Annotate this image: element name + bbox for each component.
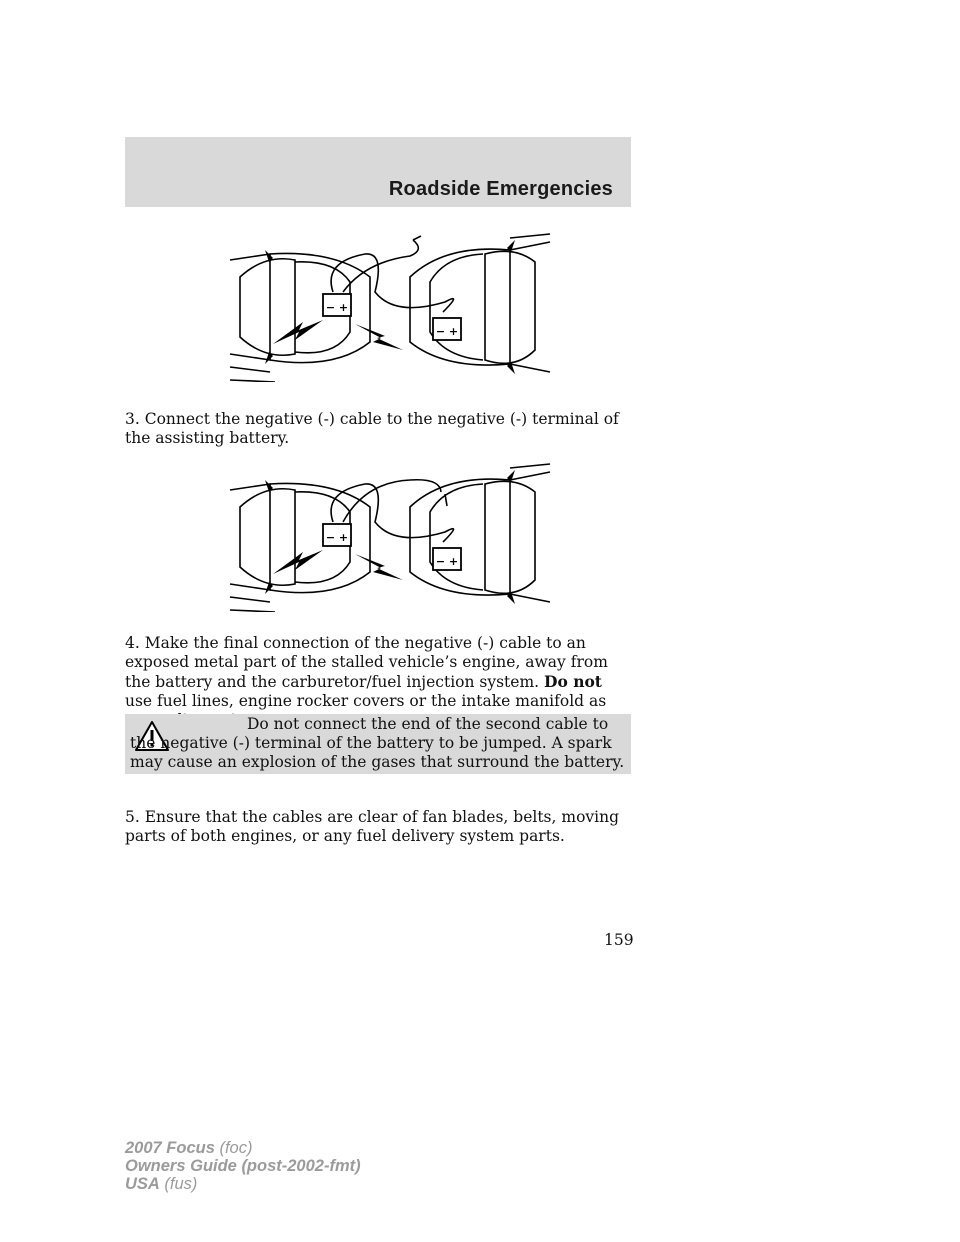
svg-text:− +: − + (325, 531, 349, 544)
warning-box (125, 714, 631, 774)
footer-line-1: 2007 Focus (foc) (125, 1139, 253, 1157)
right-car-outline (510, 242, 550, 372)
section-title: Roadside Emergencies (388, 178, 613, 200)
page-number: 159 (604, 931, 634, 949)
battery-right-icon (433, 318, 461, 340)
warning-text: Do not connect the end of the second cable to the negative (-) terminal of the battery to be jumped. A spark may cause an explosion of the gases that surround the battery. (130, 715, 625, 771)
step-4-text: 4. Make the final connection of the negative (-) cable to an exposed metal part of the stalled vehicle’s engine, away from the battery and the carburetor/fuel injection system. Do not use fuel lines, engine rocker covers or the intake manifold as (125, 634, 608, 710)
footer (125, 1139, 361, 1193)
battery-right-icon (433, 548, 461, 570)
battery-left-icon (323, 294, 351, 316)
jump-start-diagram-1 (225, 232, 555, 382)
step-3-text: 3. Connect the negative (-) cable to the negative (-) terminal of the assisting battery. (125, 410, 619, 447)
jump-start-diagram-2 (225, 462, 555, 612)
step-5-text: 5. Ensure that the cables are clear of fan blades, belts, moving parts of both engines, or any fuel delivery system parts. (125, 808, 620, 845)
battery-left-icon (323, 524, 351, 546)
svg-text:− +: − + (435, 325, 459, 338)
footer-line-2: Owners Guide (post-2002-fmt) (125, 1157, 361, 1175)
svg-text:− +: − + (435, 555, 459, 568)
cable-negative (343, 240, 418, 292)
spark-icon (273, 320, 323, 344)
footer-line-3: USA (fus) (125, 1175, 198, 1193)
spark-icon (355, 324, 403, 350)
header-band (125, 137, 631, 207)
svg-text:− +: − + (325, 301, 349, 314)
